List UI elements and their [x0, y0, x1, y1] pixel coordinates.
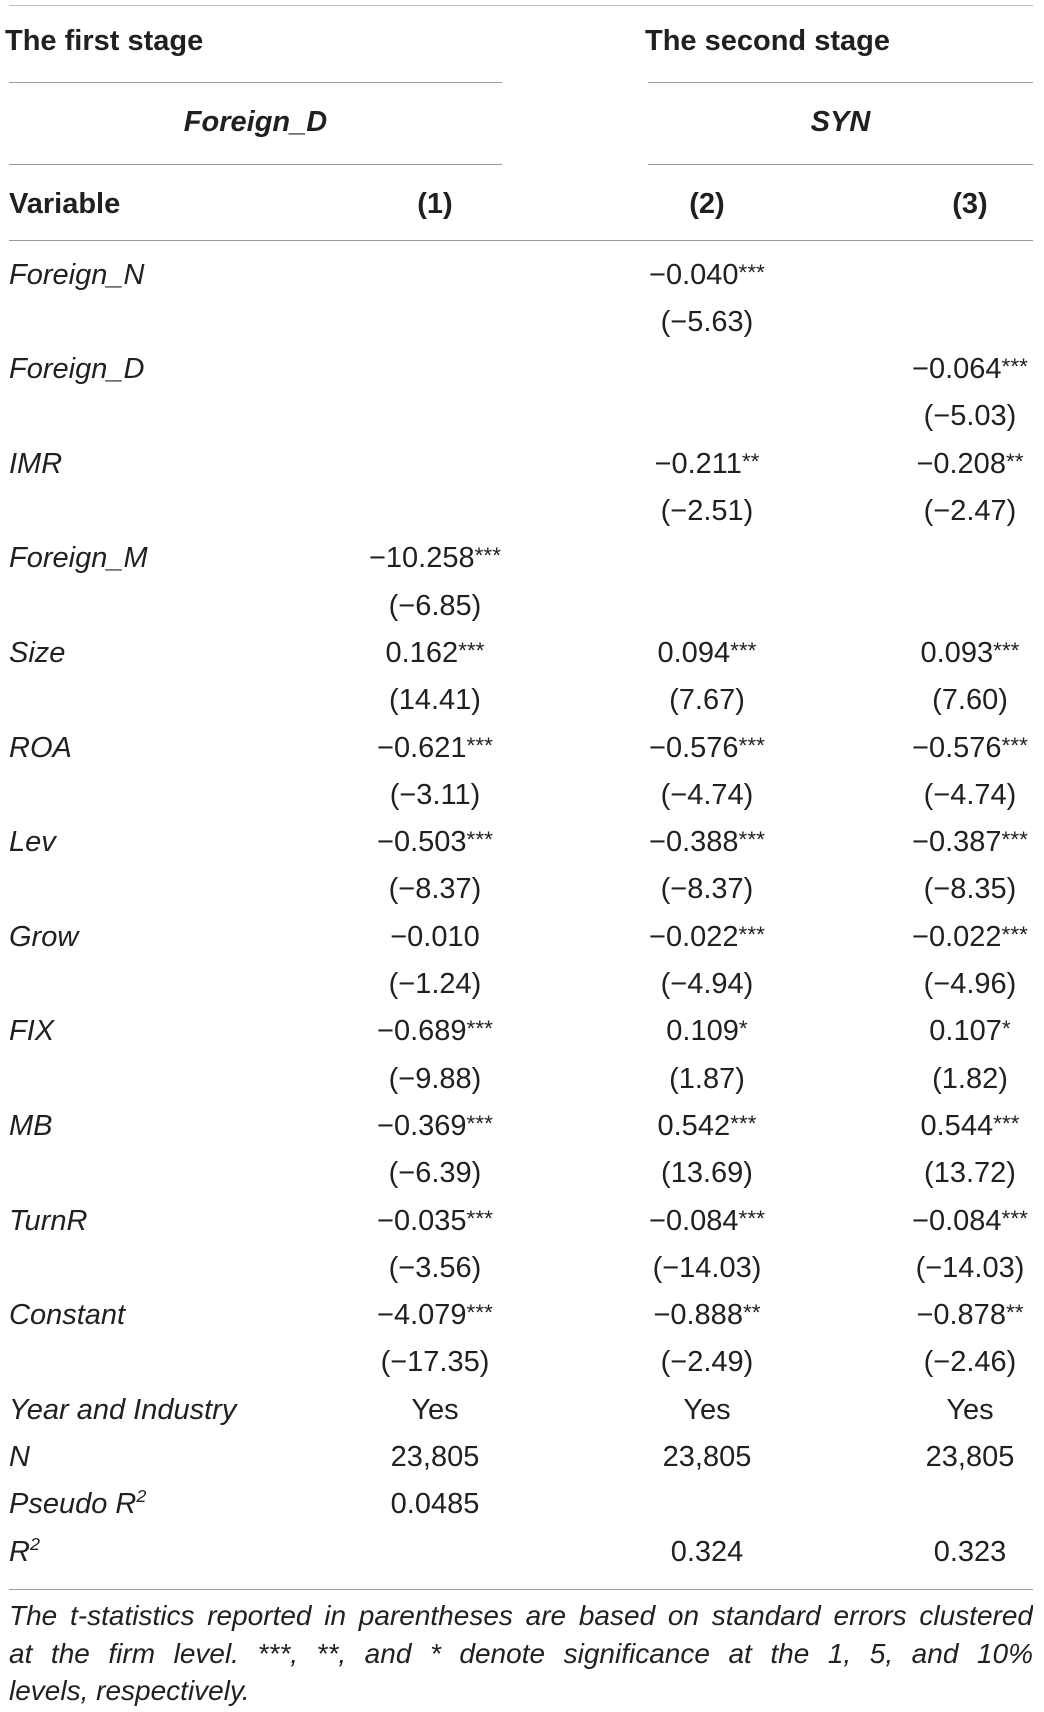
significance-stars: **	[742, 1300, 761, 1326]
summary-label-text: Pseudo R	[9, 1488, 137, 1521]
variable-label: Size	[9, 636, 66, 669]
coefficient-cell	[627, 630, 787, 677]
table-row-t-statistics	[0, 1150, 1044, 1197]
footnote-line: at the firm level. ***, **, and * denote significance at the 1, 5, and 10%	[9, 1637, 1033, 1669]
summary-label	[9, 1481, 146, 1528]
t-statistic-cell: (−3.56)	[388, 1251, 482, 1284]
summary-label-text: N	[9, 1441, 30, 1474]
table-row-coefficients	[0, 1008, 1044, 1055]
coefficient-cell	[627, 914, 787, 961]
significance-stars: ***	[738, 732, 765, 758]
summary-label	[9, 1529, 40, 1576]
summary-value-cell: 0.323	[933, 1535, 1007, 1568]
summary-value-cell: 23,805	[662, 1441, 752, 1474]
table-body	[0, 252, 1044, 1576]
significance-stars: ***	[466, 1016, 493, 1042]
t-statistic-cell: (−6.39)	[388, 1157, 482, 1190]
table-row-coefficients	[0, 346, 1044, 393]
t-statistic-cell: (14.41)	[389, 684, 481, 717]
significance-stars: ***	[466, 1110, 493, 1136]
summary-label	[9, 1434, 30, 1481]
variable-label: TurnR	[9, 1204, 88, 1237]
coefficient-cell	[896, 1103, 1044, 1150]
significance-stars: ***	[466, 1205, 493, 1231]
table-row-t-statistics	[0, 1245, 1044, 1292]
summary-label	[9, 1387, 236, 1434]
t-statistic-cell: (−4.96)	[923, 968, 1017, 1001]
significance-stars: *	[1001, 1016, 1011, 1042]
significance-stars: ***	[993, 637, 1020, 663]
t-statistic-cell: (7.67)	[669, 684, 745, 717]
table-row-t-statistics	[0, 393, 1044, 440]
table-bottom-rule	[9, 1589, 1033, 1590]
variable-label: Grow	[9, 920, 79, 953]
coefficient-cell	[355, 630, 515, 677]
coefficient-cell	[355, 725, 515, 772]
variable-label: Foreign_D	[9, 353, 145, 386]
table-row-t-statistics	[0, 299, 1044, 346]
column-header-1: (1)	[417, 188, 453, 220]
coefficient-value: −0.208	[916, 447, 1006, 480]
t-statistic-cell: (13.72)	[924, 1157, 1016, 1190]
significance-stars: ***	[474, 543, 502, 569]
t-statistic-cell: (−4.74)	[660, 778, 754, 811]
coefficient-cell	[627, 1008, 787, 1055]
t-statistic-cell: (−14.03)	[652, 1251, 762, 1284]
significance-stars: ***	[738, 921, 765, 947]
t-statistic-cell: (−2.51)	[660, 495, 754, 528]
coefficient-cell	[627, 1103, 787, 1150]
coefficient-cell	[627, 725, 787, 772]
t-statistic-cell: (−2.46)	[923, 1346, 1017, 1379]
coefficient-cell	[896, 914, 1044, 961]
second-stage-heading: The second stage	[645, 25, 890, 57]
t-statistic-cell: (−4.94)	[660, 968, 754, 1001]
coefficient-value: −0.035	[377, 1204, 467, 1237]
table-row-coefficients	[0, 1292, 1044, 1339]
summary-label-superscript: 2	[29, 1533, 40, 1554]
coefficient-value: −0.576	[649, 731, 739, 764]
coefficient-value: −0.084	[649, 1204, 739, 1237]
coefficient-value: −0.621	[377, 731, 467, 764]
summary-value-cell: Yes	[946, 1393, 994, 1426]
table-row-t-statistics	[0, 488, 1044, 535]
significance-stars: ***	[1001, 827, 1028, 853]
t-statistic-cell: (−4.74)	[923, 778, 1017, 811]
variable-label: Foreign_N	[9, 258, 145, 291]
t-statistic-cell: (−6.85)	[388, 589, 482, 622]
coefficient-cell	[355, 914, 515, 961]
coefficient-cell	[896, 1292, 1044, 1339]
coefficient-value: −0.503	[377, 826, 467, 859]
table-row-coefficients	[0, 535, 1044, 582]
coefficient-cell	[896, 441, 1044, 488]
significance-stars: ***	[730, 637, 757, 663]
t-statistic-cell: (−9.88)	[388, 1062, 482, 1095]
coefficient-cell	[355, 1292, 515, 1339]
table-row-t-statistics	[0, 583, 1044, 630]
table-row-summary	[0, 1434, 1044, 1481]
significance-stars: ***	[1001, 732, 1028, 758]
table-row-t-statistics	[0, 1339, 1044, 1386]
t-statistic-cell: (−5.03)	[923, 400, 1017, 433]
significance-stars: ***	[466, 732, 493, 758]
coefficient-cell	[627, 252, 787, 299]
second-stage-rule	[648, 82, 1033, 83]
coefficient-value: 0.544	[920, 1109, 994, 1142]
coefficient-value: −0.387	[912, 826, 1002, 859]
significance-stars: ***	[458, 637, 485, 663]
table-row-summary	[0, 1529, 1044, 1576]
t-statistic-cell: (−8.37)	[388, 873, 482, 906]
variable-label: Foreign_M	[9, 542, 148, 575]
t-statistic-cell: (−8.35)	[923, 873, 1017, 906]
footnote-line: levels, respectively.	[9, 1675, 250, 1707]
t-statistic-cell: (−3.11)	[389, 778, 481, 811]
variable-label: Constant	[9, 1299, 126, 1332]
variable-label: IMR	[9, 447, 63, 480]
summary-label-text: Year and Industry	[9, 1393, 237, 1426]
significance-stars: ***	[466, 1300, 493, 1326]
coefficient-cell	[355, 819, 515, 866]
first-stage-rule	[9, 82, 502, 83]
coefficient-cell	[627, 819, 787, 866]
t-statistic-cell: (−2.47)	[923, 495, 1017, 528]
t-statistic-cell: (7.60)	[932, 684, 1008, 717]
coefficient-value: 0.107	[929, 1015, 1002, 1048]
summary-value-cell: 23,805	[390, 1441, 480, 1474]
table-row-t-statistics	[0, 772, 1044, 819]
table-row-coefficients	[0, 819, 1044, 866]
coefficient-value: 0.542	[657, 1109, 731, 1142]
coefficient-value: 0.162	[385, 636, 459, 669]
significance-stars: ***	[1001, 921, 1028, 947]
coefficient-value: −10.258	[368, 542, 475, 575]
coefficient-cell	[355, 1103, 515, 1150]
footnote-line: The t-statistics reported in parentheses are based on standard errors clustered	[9, 1600, 1033, 1631]
summary-value-cell: 0.324	[670, 1535, 744, 1568]
significance-stars: ***	[1001, 354, 1028, 380]
coefficient-value: −0.878	[916, 1299, 1006, 1332]
coefficient-cell	[355, 535, 515, 582]
summary-value-cell: Yes	[411, 1393, 459, 1426]
coefficient-cell	[896, 725, 1044, 772]
coefficient-value: −4.079	[377, 1299, 467, 1332]
coefficient-cell	[627, 441, 787, 488]
t-statistic-cell: (−2.49)	[660, 1346, 754, 1379]
variable-label: Lev	[9, 826, 56, 859]
table-row-summary	[0, 1481, 1044, 1528]
coefficient-value: −0.064	[912, 353, 1002, 386]
variable-label: FIX	[9, 1015, 55, 1048]
table-row-coefficients	[0, 1198, 1044, 1245]
coefficient-cell	[896, 1198, 1044, 1245]
t-statistic-cell: (1.87)	[669, 1062, 745, 1095]
t-statistic-cell: (−5.63)	[660, 305, 754, 338]
coefficient-cell	[355, 1198, 515, 1245]
significance-stars: ***	[993, 1110, 1020, 1136]
coefficient-cell	[355, 1008, 515, 1055]
coefficient-value: 0.109	[666, 1015, 739, 1048]
significance-stars: **	[1005, 1300, 1024, 1326]
coefficient-value: −0.040	[649, 258, 739, 291]
significance-stars: ***	[466, 827, 493, 853]
dependent-variable-second-stage: SYN	[810, 106, 871, 138]
coefficient-value: −0.576	[912, 731, 1002, 764]
t-statistic-cell: (−1.24)	[388, 968, 482, 1001]
summary-label-superscript: 2	[136, 1486, 147, 1507]
column-header-row	[0, 184, 1044, 224]
t-statistic-cell: (−8.37)	[660, 873, 754, 906]
coefficient-value: −0.010	[390, 920, 480, 953]
t-statistic-cell: (−17.35)	[380, 1346, 490, 1379]
coefficient-cell	[627, 1292, 787, 1339]
coefficient-value: −0.022	[912, 920, 1002, 953]
table-row-coefficients	[0, 252, 1044, 299]
column-header-2: (2)	[689, 188, 725, 220]
first-stage-heading: The first stage	[5, 25, 204, 57]
summary-value-cell: 0.0485	[390, 1488, 480, 1521]
variable-column-header: Variable	[9, 188, 121, 220]
significance-stars: ***	[730, 1110, 757, 1136]
significance-stars: ***	[738, 259, 765, 285]
coefficient-value: −0.084	[912, 1204, 1002, 1237]
coefficient-value: −0.211	[654, 447, 742, 480]
variable-label: ROA	[9, 731, 72, 764]
coefficient-value: 0.094	[657, 636, 731, 669]
coefficient-value: −0.888	[653, 1299, 743, 1332]
t-statistic-cell: (1.82)	[932, 1062, 1008, 1095]
significance-stars: ***	[738, 1205, 765, 1231]
coefficient-cell	[896, 346, 1044, 393]
summary-label-text: R	[9, 1535, 30, 1568]
table-row-coefficients	[0, 1103, 1044, 1150]
significance-stars: **	[741, 448, 760, 474]
t-statistic-cell: (13.69)	[661, 1157, 753, 1190]
table-row-t-statistics	[0, 1056, 1044, 1103]
table-row-coefficients	[0, 630, 1044, 677]
table-row-coefficients	[0, 441, 1044, 488]
table-row-summary	[0, 1387, 1044, 1434]
summary-value-cell: Yes	[683, 1393, 731, 1426]
table-row-t-statistics	[0, 961, 1044, 1008]
t-statistic-cell: (−14.03)	[915, 1251, 1025, 1284]
significance-stars: *	[738, 1016, 748, 1042]
coefficient-cell	[627, 1198, 787, 1245]
column-header-3: (3)	[952, 188, 988, 220]
coefficient-value: −0.022	[649, 920, 739, 953]
coefficient-value: 0.093	[920, 636, 994, 669]
table-row-t-statistics	[0, 866, 1044, 913]
summary-value-cell: 23,805	[925, 1441, 1015, 1474]
significance-stars: **	[1005, 448, 1024, 474]
table-row-coefficients	[0, 914, 1044, 961]
coefficient-cell	[896, 1008, 1044, 1055]
second-dependent-rule	[648, 164, 1033, 165]
coefficient-cell	[896, 630, 1044, 677]
significance-stars: ***	[738, 827, 765, 853]
header-bottom-rule	[9, 240, 1033, 241]
coefficient-value: −0.388	[649, 826, 739, 859]
dependent-variable-first-stage: Foreign_D	[183, 106, 328, 138]
table-footnote	[9, 1597, 1033, 1710]
top-rule	[9, 5, 1033, 6]
variable-label: MB	[9, 1109, 53, 1142]
significance-stars: ***	[1001, 1205, 1028, 1231]
coefficient-cell	[896, 819, 1044, 866]
coefficient-value: −0.369	[377, 1109, 467, 1142]
table-row-coefficients	[0, 725, 1044, 772]
first-dependent-rule	[9, 164, 502, 165]
table-row-t-statistics	[0, 677, 1044, 724]
coefficient-value: −0.689	[377, 1015, 467, 1048]
